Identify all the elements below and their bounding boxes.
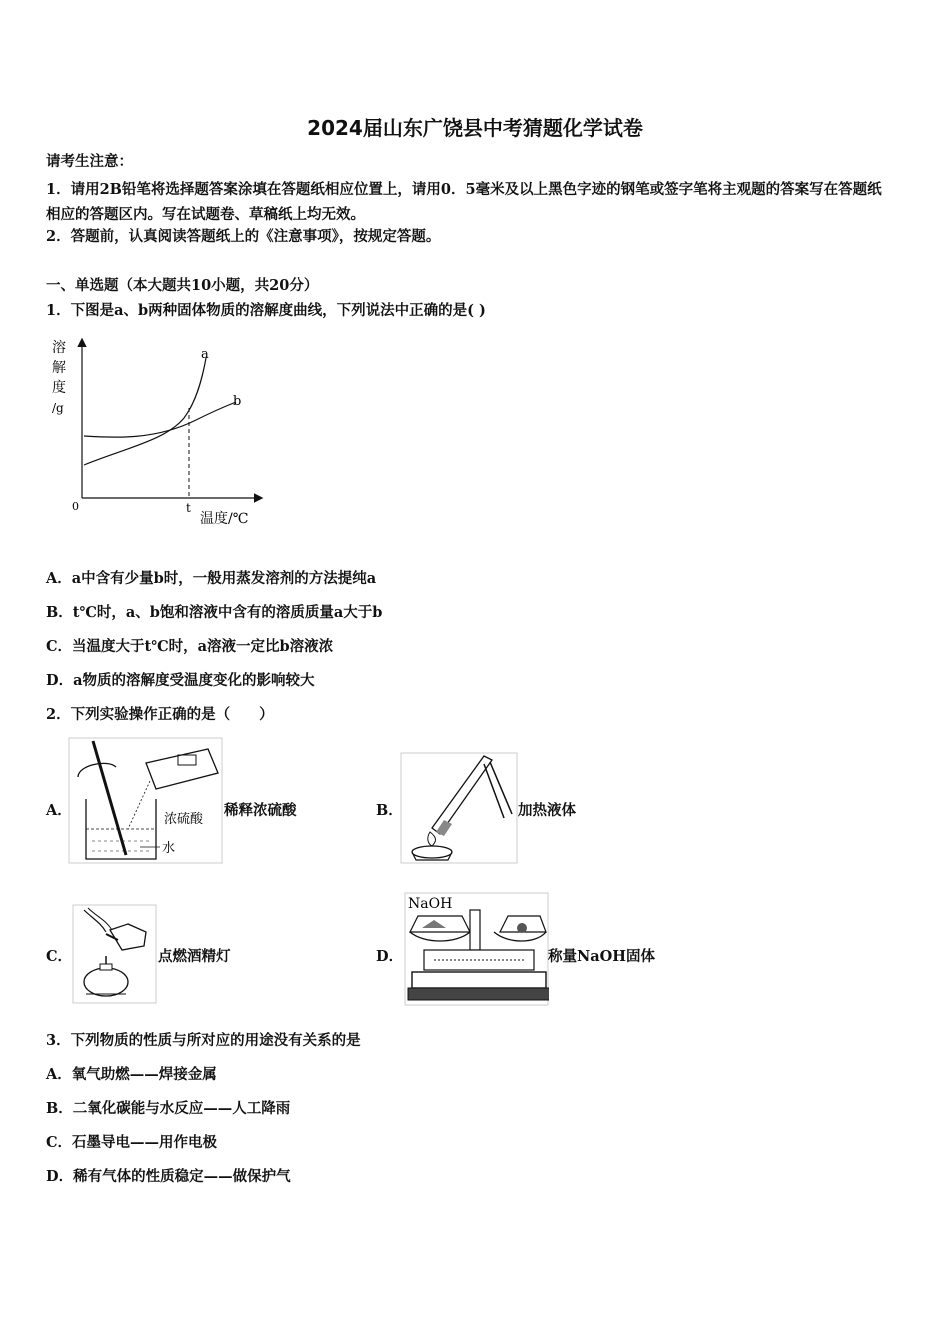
origin-label: 0 bbox=[72, 500, 79, 513]
curve-a-label: a bbox=[201, 347, 209, 362]
q3-option-d: D．稀有气体的性质稳定——做保护气 bbox=[46, 1168, 291, 1185]
dilute-acid-illustration bbox=[68, 737, 223, 864]
alcohol-lamp-b bbox=[412, 846, 452, 858]
q2-stem: 2．下列实验操作正确的是（ ） bbox=[46, 706, 274, 723]
light-lamp-illustration bbox=[72, 904, 157, 1004]
q1-option-c: C．当温度大于t℃时，a溶液一定比b溶液浓 bbox=[46, 638, 334, 655]
q2-option-d-letter: D． bbox=[376, 948, 404, 965]
q3-option-a: A．氧气助燃——焊接金属 bbox=[46, 1066, 217, 1083]
section-heading: 一、单选题（本大题共10小题，共20分） bbox=[46, 277, 319, 294]
page-title: 2024届山东广饶县中考猜题化学试卷 bbox=[307, 116, 643, 140]
notice-item-2: 2．答题前，认真阅读答题纸上的《注意事项》，按规定答题。 bbox=[46, 228, 441, 245]
q2-option-c-letter: C． bbox=[46, 948, 73, 965]
water-label: 水 bbox=[162, 841, 176, 856]
test-tube bbox=[432, 756, 492, 834]
heat-liquid-illustration bbox=[400, 752, 518, 864]
curve-a bbox=[84, 358, 206, 465]
q1-option-d: D．a物质的溶解度受温度变化的影响较大 bbox=[46, 672, 315, 689]
q3-option-b: B．二氧化碳能与水反应——人工降雨 bbox=[46, 1100, 291, 1117]
xlabel: 温度/℃ bbox=[200, 511, 249, 527]
q1-option-a: A．a中含有少量b时，一般用蒸发溶剂的方法提纯a bbox=[46, 570, 377, 587]
q2-option-c-label: 点燃酒精灯 bbox=[158, 948, 231, 965]
acid-label: 浓硫酸 bbox=[164, 812, 204, 827]
q2-option-b-label: 加热液体 bbox=[518, 802, 576, 819]
q2-option-d-label: 称量NaOH固体 bbox=[548, 948, 655, 965]
q2-option-a-letter: A． bbox=[46, 802, 72, 819]
balance-pillar bbox=[470, 910, 480, 950]
q2-option-b-letter: B． bbox=[376, 802, 403, 819]
q1-option-b: B．t℃时，a、b饱和溶液中含有的溶质质量a大于b bbox=[46, 604, 383, 621]
q1-stem: 1．下图是a、b两种固体物质的溶解度曲线，下列说法中正确的是( ) bbox=[46, 302, 486, 319]
q3-stem: 3．下列物质的性质与所对应的用途没有关系的是 bbox=[46, 1032, 361, 1049]
balance-base bbox=[412, 972, 546, 988]
ylabel-4: /g bbox=[52, 401, 64, 415]
solubility-graph bbox=[46, 330, 276, 535]
ylabel-3: 度 bbox=[52, 380, 66, 396]
q3-option-c: C．石墨导电——用作电极 bbox=[46, 1134, 218, 1151]
stir-arrow bbox=[78, 763, 116, 777]
curve-b bbox=[84, 402, 236, 437]
glass-rod bbox=[93, 741, 126, 855]
curve-b-label: b bbox=[233, 394, 242, 409]
ylabel-1: 溶 bbox=[52, 340, 66, 356]
tilted-lamp bbox=[110, 924, 146, 950]
ylabel-2: 解 bbox=[52, 360, 66, 376]
t-label: t bbox=[186, 501, 191, 515]
balance-illustration bbox=[404, 892, 549, 1006]
notice-heading: 请考生注意： bbox=[46, 153, 133, 170]
notice-item-1: 1．请用2B铅笔将选择题答案涂填在答题纸相应位置上，请用0．5毫米及以上黑色字迹的钢笔或签字笔将主观题的答案写在答题纸相应的答题区内。写在试题卷、草稿纸上均无效。 bbox=[46, 181, 882, 223]
q2-option-a-label: 稀释浓硫酸 bbox=[224, 802, 297, 819]
naoh-label: NaOH bbox=[408, 896, 453, 912]
alcohol-lamp-c bbox=[84, 968, 128, 996]
